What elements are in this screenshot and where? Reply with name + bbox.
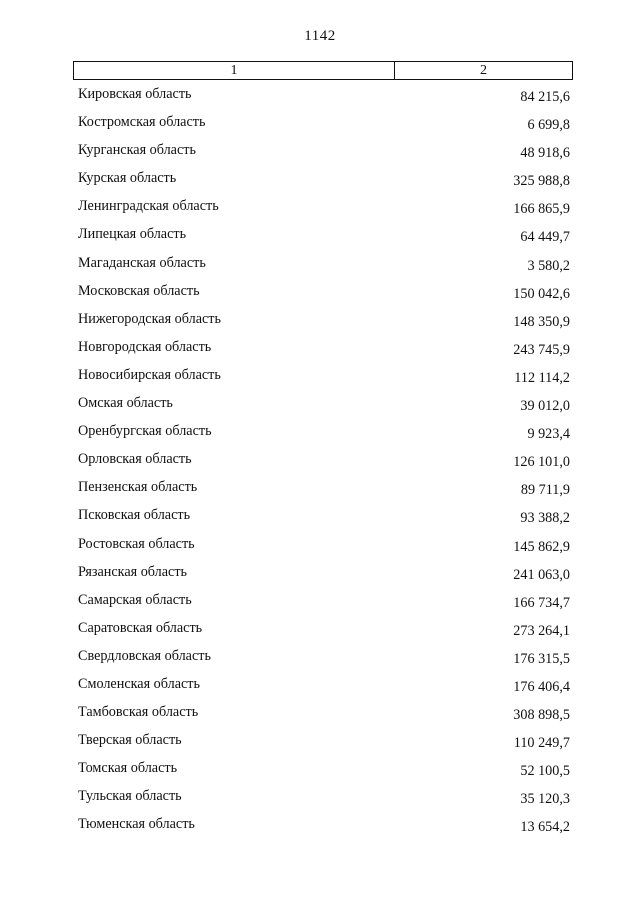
region-value: 35 120,3 bbox=[520, 791, 570, 808]
table-row bbox=[0, 168, 640, 196]
table-row bbox=[0, 84, 640, 112]
region-name: Томская область bbox=[78, 760, 178, 777]
region-name: Рязанская область bbox=[78, 563, 188, 580]
region-name: Костромская область bbox=[78, 114, 206, 131]
table-row bbox=[0, 730, 640, 758]
table-row bbox=[0, 562, 640, 590]
region-value: 166 865,9 bbox=[513, 201, 570, 218]
region-value: 13 654,2 bbox=[520, 819, 570, 836]
table-row bbox=[0, 196, 640, 224]
region-value: 84 215,6 bbox=[520, 89, 570, 105]
table-row bbox=[0, 814, 640, 842]
region-name: Омская область bbox=[78, 395, 173, 412]
region-value: 39 012,0 bbox=[520, 398, 570, 415]
region-name: Курганская область bbox=[78, 142, 196, 159]
region-value: 89 711,9 bbox=[520, 482, 570, 499]
region-value: 150 042,6 bbox=[513, 285, 570, 302]
region-name: Смоленская область bbox=[78, 675, 200, 692]
table-row bbox=[0, 224, 640, 252]
table-row bbox=[0, 337, 640, 365]
region-name: Московская область bbox=[78, 282, 200, 299]
region-name: Новгородская область bbox=[78, 338, 212, 355]
region-value: 48 918,6 bbox=[520, 145, 570, 162]
region-value: 110 249,7 bbox=[513, 735, 570, 752]
region-value: 273 264,1 bbox=[513, 622, 570, 639]
table-row bbox=[0, 674, 640, 702]
region-name: Свердловская область bbox=[78, 647, 211, 664]
table-row bbox=[0, 309, 640, 337]
region-value: 243 745,9 bbox=[513, 341, 570, 358]
region-value: 145 862,9 bbox=[513, 538, 570, 555]
region-name: Тверская область bbox=[78, 732, 182, 749]
region-name: Нижегородская область bbox=[78, 310, 221, 327]
region-value: 325 988,8 bbox=[513, 173, 570, 190]
region-name: Липецкая область bbox=[78, 226, 187, 243]
region-value: 93 388,2 bbox=[520, 510, 570, 527]
region-value: 166 734,7 bbox=[513, 594, 570, 611]
table-row bbox=[0, 112, 640, 140]
region-name: Новосибирская область bbox=[78, 366, 221, 383]
region-name: Тульская область bbox=[78, 788, 182, 805]
table-row bbox=[0, 140, 640, 168]
region-name: Магаданская область bbox=[78, 254, 206, 271]
table-row bbox=[0, 758, 640, 786]
region-name: Ленинградская область bbox=[78, 198, 219, 215]
region-value: 3 580,2 bbox=[527, 257, 570, 274]
region-value: 64 449,7 bbox=[520, 229, 570, 246]
region-name: Кировская область bbox=[78, 86, 192, 102]
region-value: 176 406,4 bbox=[513, 678, 570, 695]
table-row bbox=[0, 786, 640, 814]
table-row bbox=[0, 449, 640, 477]
table-row bbox=[0, 702, 640, 730]
region-value: 176 315,5 bbox=[513, 650, 570, 667]
region-value: 148 350,9 bbox=[513, 313, 570, 330]
region-name: Оренбургская область bbox=[78, 423, 212, 440]
region-name: Псковская область bbox=[78, 507, 191, 524]
table-row bbox=[0, 618, 640, 646]
region-name: Орловская область bbox=[78, 451, 192, 468]
table-row bbox=[0, 421, 640, 449]
table-row bbox=[0, 393, 640, 421]
region-name: Тамбовская область bbox=[78, 704, 199, 721]
column-header-1: 1 bbox=[74, 62, 395, 79]
table-body bbox=[0, 84, 640, 843]
table-row bbox=[0, 590, 640, 618]
region-value: 112 114,2 bbox=[514, 369, 570, 386]
region-value: 308 898,5 bbox=[513, 707, 570, 724]
column-header-2: 2 bbox=[480, 62, 487, 78]
region-value: 6 699,8 bbox=[527, 117, 570, 134]
region-value: 126 101,0 bbox=[513, 454, 570, 471]
table-row bbox=[0, 534, 640, 562]
table-row bbox=[0, 253, 640, 281]
region-name: Саратовская область bbox=[78, 619, 203, 636]
region-name: Пензенская область bbox=[78, 479, 198, 496]
table-row bbox=[0, 477, 640, 505]
region-value: 9 923,4 bbox=[527, 426, 570, 443]
table-row bbox=[0, 646, 640, 674]
region-name: Самарская область bbox=[78, 591, 192, 608]
region-value: 52 100,5 bbox=[520, 763, 570, 780]
region-name: Тюменская область bbox=[78, 816, 195, 833]
region-name: Ростовская область bbox=[78, 535, 195, 552]
table-header bbox=[73, 61, 573, 80]
table-row bbox=[0, 505, 640, 533]
region-value: 241 063,0 bbox=[513, 566, 570, 583]
region-name: Курская область bbox=[78, 170, 177, 187]
page-number: 1142 bbox=[304, 28, 336, 44]
table-row bbox=[0, 365, 640, 393]
table-row bbox=[0, 281, 640, 309]
